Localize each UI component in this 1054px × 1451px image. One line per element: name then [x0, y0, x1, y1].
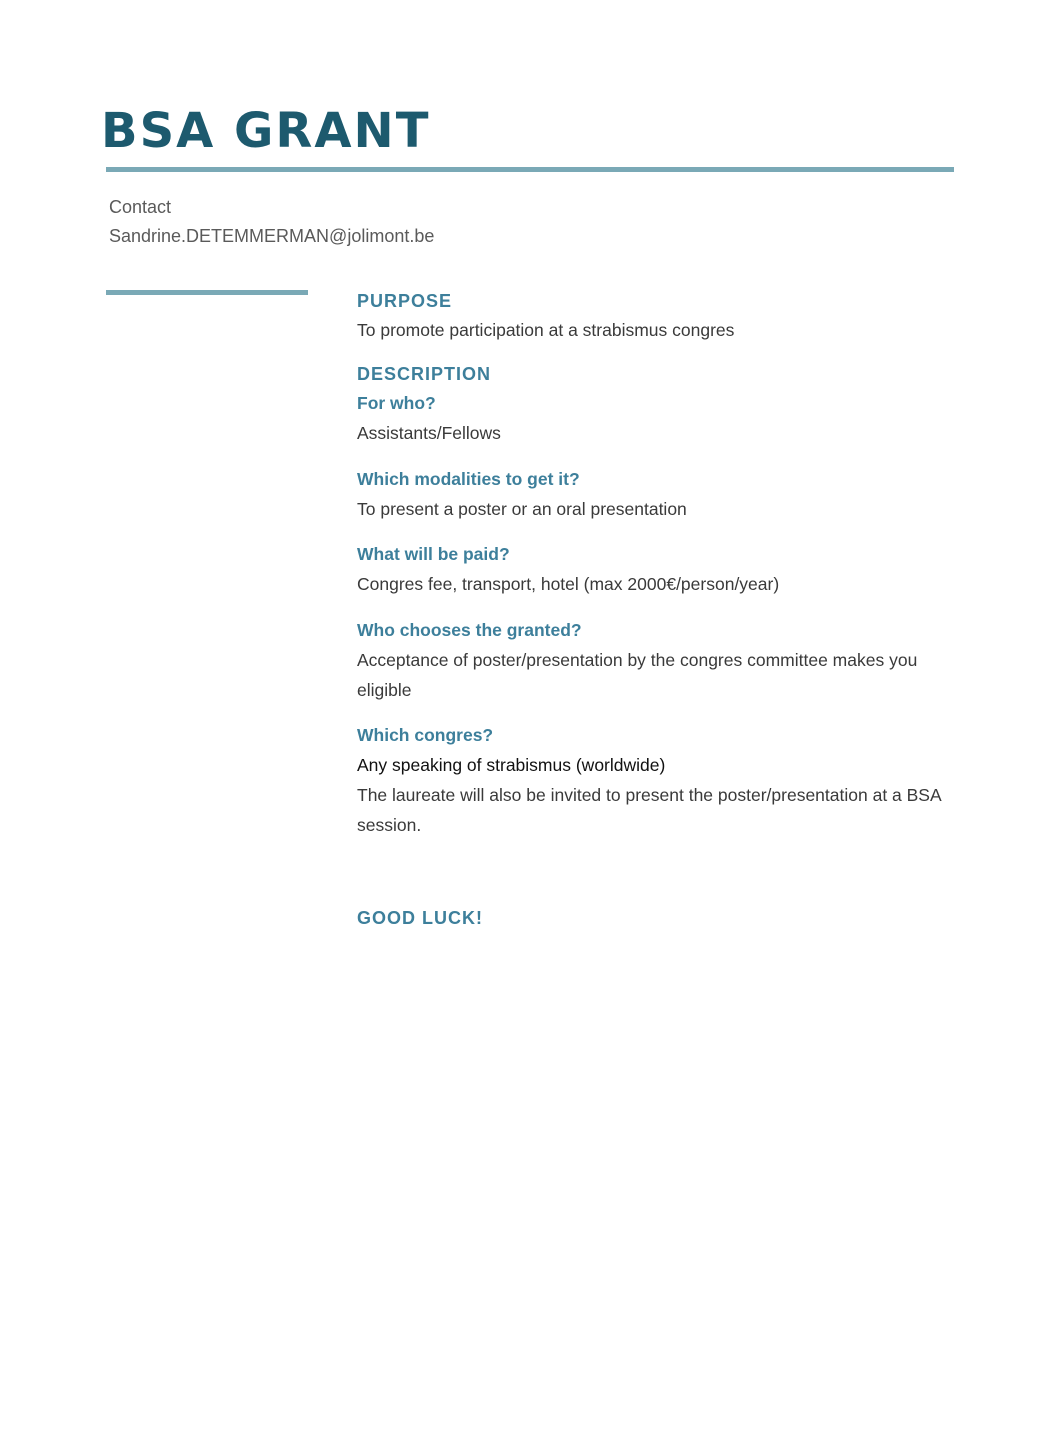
answer-for-who: Assistants/Fellows: [357, 423, 501, 443]
closing-text: GOOD LUCK!: [357, 908, 483, 928]
purpose-text: To promote participation at a strabismus congres: [357, 320, 735, 340]
description-heading: DESCRIPTION: [357, 364, 492, 384]
contact-label: Contact: [109, 197, 172, 217]
answer-chooser: Acceptance of poster/presentation by the congres committee makes you eligible: [357, 650, 918, 700]
answer-congres: Any speaking of strabismus (worldwide): [357, 755, 666, 775]
document-title: BSA GRANT: [101, 103, 431, 159]
title-divider: [106, 167, 954, 172]
main-content: [357, 287, 952, 932]
purpose-heading: PURPOSE: [357, 291, 453, 311]
answer-congres-extra: The laureate will also be invited to present the poster/presentation at a BSA session.: [357, 785, 941, 835]
question-paid: What will be paid?: [357, 544, 510, 564]
contact-email: Sandrine.DETEMMERMAN@jolimont.be: [109, 226, 435, 246]
contact-block: [109, 193, 434, 251]
question-modalities: Which modalities to get it?: [357, 469, 580, 489]
question-congres: Which congres?: [357, 725, 494, 745]
answer-modalities: To present a poster or an oral presentation: [357, 499, 687, 519]
question-for-who: For who?: [357, 393, 436, 413]
question-chooser: Who chooses the granted?: [357, 620, 582, 640]
sidebar-divider: [106, 290, 308, 295]
answer-paid: Congres fee, transport, hotel (max 2000€/person/year): [357, 574, 780, 594]
